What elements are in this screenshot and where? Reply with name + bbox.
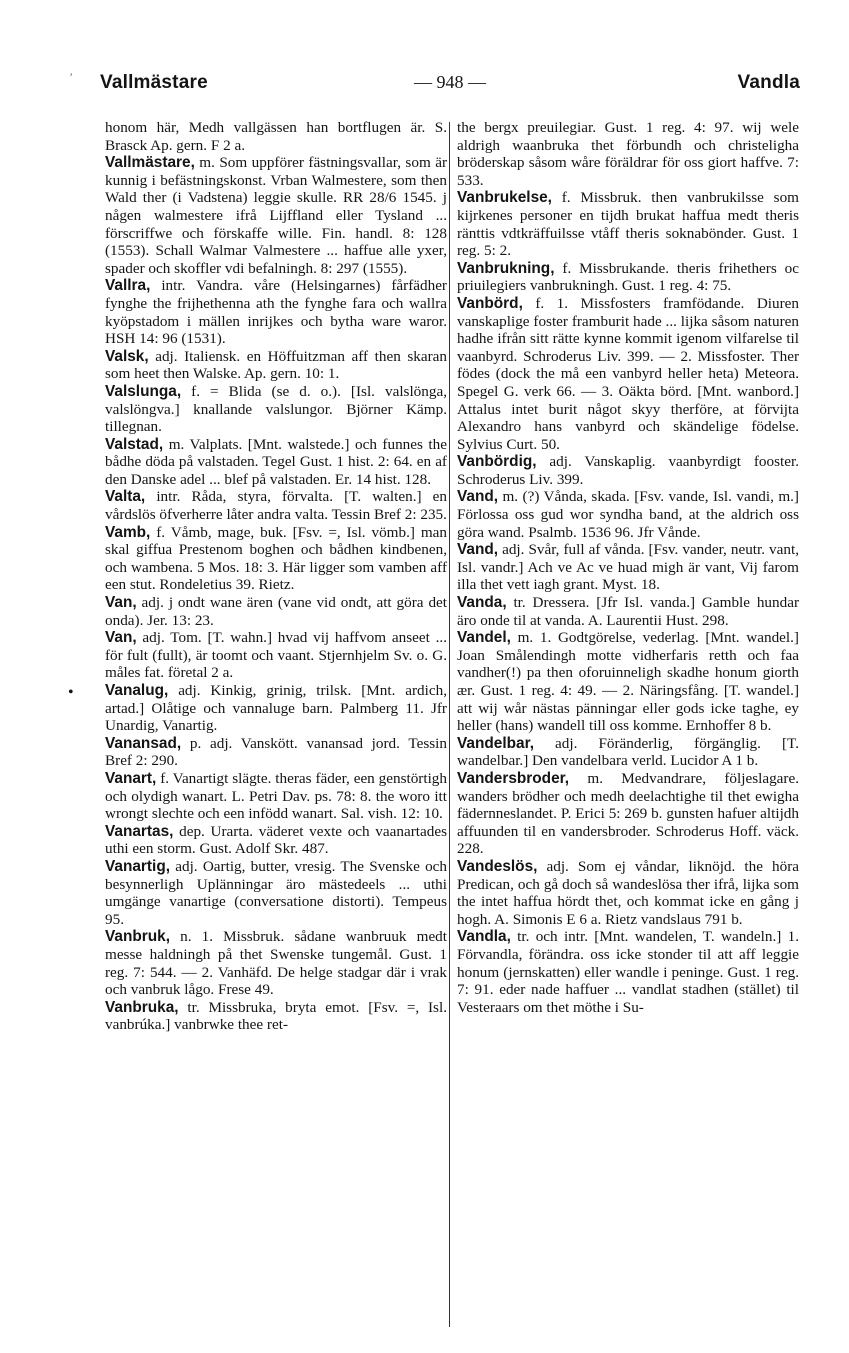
entry-body: f. = Blida (se d. o.). [Isl. valslönga, valslöngva.] knallande valslungor. Björner Kämp. tillegnan. bbox=[105, 382, 447, 436]
dictionary-entry bbox=[457, 594, 799, 629]
dictionary-entry bbox=[105, 154, 447, 277]
dictionary-entry bbox=[105, 999, 447, 1034]
entry-body: adj. j ondt wane ären (vane vid ondt, att göra det onda). Jer. 13: 23. bbox=[105, 594, 447, 629]
dictionary-entry bbox=[457, 189, 799, 259]
entry-headword: Vandla, bbox=[457, 928, 511, 946]
entry-body: f. Missbrukande. theris frihethers oc priuilegiers vanbrukningh. Gust. 1 reg. 4: 75. bbox=[457, 259, 799, 295]
running-head-right: Vandla bbox=[737, 72, 800, 93]
entry-headword: Vamb, bbox=[105, 523, 151, 541]
entry-headword: Van, bbox=[105, 629, 137, 647]
entry-headword: Vanbörd, bbox=[457, 294, 523, 312]
entry-body: tr. Missbruka, bryta emot. [Fsv. =, Isl. vanbrúka.] vanbrwke thee ret- bbox=[105, 998, 447, 1034]
entry-body: the bergx preuilegiar. Gust. 1 reg. 4: 97. wij wele aldrigh waanbruka thet förbundh och christeligha bröderskap såsom wåre föräldrar för oss giort haffve. 7: 533. bbox=[457, 119, 799, 189]
entry-headword: Vandersbroder, bbox=[457, 769, 570, 787]
entry-headword: Vallra, bbox=[105, 277, 151, 295]
entry-body: adj. Tom. [T. wahn.] hvad vij haffvom anseet ... för fult (fullt), är toomt och vaant. Stjernhjelm Sv. o. G. måles fat. företal 2 a. bbox=[105, 629, 447, 682]
entry-body: adj. Oartig, butter, vresig. The Svenske och besynnerligh Uplänningar äro mästedeels ... uthi umgänge vanartige (conversatione distorti). Tempeus 95. bbox=[105, 857, 447, 928]
entry-headword: Vanalug, bbox=[105, 682, 169, 699]
entry-headword: Vand, bbox=[457, 488, 499, 506]
dictionary-entry bbox=[105, 823, 447, 858]
entry-body: honom här, Medh vallgässen han bortflugen är. S. Brasck Ap. gern. F 2 a. bbox=[105, 119, 447, 154]
entry-headword: Vanbrukelse, bbox=[457, 189, 552, 207]
entry-body: m. Valplats. [Mnt. walstede.] och funnes the bådhe döda på valstaden. Tegel Gust. 1 hist. 2: 64. en af den Danske adel ... blef på valstaden. Er. 14 hist. 128. bbox=[105, 435, 447, 488]
entry-headword: Van, bbox=[105, 594, 137, 612]
dictionary-entry bbox=[105, 928, 447, 998]
dictionary-entry bbox=[457, 858, 799, 928]
entry-body: intr. Råda, styra, förvalta. [T. walten.] en vårdslös öfverherre låter andra valta. Tessin Bref 2: 235. bbox=[105, 488, 447, 524]
entry-headword: Vandeslös, bbox=[457, 857, 538, 875]
dictionary-entry bbox=[457, 488, 799, 541]
dictionary-entry bbox=[457, 928, 799, 1016]
dictionary-entry bbox=[105, 594, 447, 629]
entry-body: adj. Föränderlig, förgänglig. [T. wandelbar.] Den vandelbara verld. Lucidor A 1 b. bbox=[457, 734, 799, 770]
entry-headword: Valta, bbox=[105, 488, 146, 506]
dictionary-entry bbox=[105, 524, 447, 594]
margin-bullet: • bbox=[68, 684, 74, 701]
dictionary-entry bbox=[105, 348, 447, 383]
entry-body: adj. Som ej våndar, liknöjd. the höra Predican, och gå doch så wandeslösa ther ifrå, lijka som the intet haffua hördt thet, och kommat icke en gång j hogh. A. Simonis E 6 a. Rietz vandslaus 791 b. bbox=[457, 857, 799, 928]
dictionary-entry bbox=[457, 770, 799, 858]
entry-body: dep. Urarta. väderet vexte och vaanartades uthi een storm. Gust. Adolf Skr. 487. bbox=[105, 822, 447, 858]
entry-body: m. Som uppförer fästningsvallar, som är kunnig i befästningskonst. Vrban Walmestere, som then Wald ther (i Vadstena) leggie skulle. RR 28/6 1545. j någen walmestere ifrå Lijffland eller Tysland ... förscriffwe och förskaffe wille. Fin. handl. 8: 128 (1553). Schall Walmar Valmestere ... haffue alle yxer, spader och skoffler vdi befalningh. 8: 297 (1555). bbox=[105, 154, 447, 277]
dictionary-entry bbox=[457, 119, 799, 189]
entry-body: adj. Kinkig, grinig, trilsk. [Mnt. ardich, artad.] Olåtige och vannaluge barn. Palmberg 11. Jfr Unardig, Vanartig. bbox=[105, 682, 447, 735]
entry-body: tr. och intr. [Mnt. wandelen, T. wandeln.] 1. Förvandla, förändra. oss icke stonder til att aff leggie honum (jernskatten) eller wandle i peninge. Gust. 1 reg. 7: 91. eder nade haffuer ... vandlat stadhen (stället) til Vesteraars om thet möthe i Su- bbox=[457, 928, 799, 1016]
entry-body: m. 1. Godtgörelse, vederlag. [Mnt. wandel.] Joan Smålendingh motte vidherfaris retth och faa vandher(!) pa then oforuinneligh skadhe honum giorth ær. Gust. 1 reg. 4: 49. — 2. Näringsfång. [T. wandel.] att wij wår nästas pänningar eller gods icke taghe, ey heller (hans) wandell till oss komme. Ernhoffer 8 b. bbox=[457, 629, 799, 735]
dictionary-entry bbox=[105, 682, 447, 735]
entry-body: m. Medvandrare, följeslagare. wanders brödher och medh deelachtighe til thet ewigha fädernneslandet. P. Erici 5: 269 b. gunsten hafuer altijdh affuunden til en vandersbroder. Schroderus Hoff. väck. 228. bbox=[457, 769, 799, 858]
page-number: — 948 — bbox=[414, 72, 486, 92]
entry-headword: Vanartig, bbox=[105, 857, 171, 875]
dictionary-entry bbox=[105, 735, 447, 770]
entry-body: f. 1. Missfosters framfödande. Diuren vanskaplige foster framburit hade ... lijka såsom naturen hadhe ifrån sitt rätte kynne kommit igenom vilfarelse til vaanbyrd. Schroderus Liv. 399. — 2. Missfoster. Ther födes (dock the må een vanbyrd heller heta) Meteora. Spegel G. verk 66. — 3. Oäkta börd. [Mnt. wanbord.] Attalus intet burit något skyy therföre, at förvijta Alexandro hans vanbyrd och skändelige födelse. Sylvius Curt. 50. bbox=[457, 294, 799, 453]
entry-headword: Vanartas, bbox=[105, 822, 174, 840]
margin-tick: ′ bbox=[70, 70, 73, 84]
entry-body: adj. Svår, full af vånda. [Fsv. vander, neutr. vant, Isl. vandr.] Ach ve Ac ve huad migh är vant, Vij farom illa thet vett iagh grant. Myst. 18. bbox=[457, 541, 799, 594]
entry-headword: Vand, bbox=[457, 541, 499, 559]
entry-body: tr. Dressera. [Jfr Isl. vanda.] Gamble hundar äro onde til at vanda. A. Laurentii Hust. 298. bbox=[457, 594, 799, 629]
entry-headword: Vanbördig, bbox=[457, 453, 537, 471]
entry-body: f. Missbruk. then vanbrukilsse som kijrkenes personer en tijdh brukat haffua medt theris ränttis vdtkräffuilsse vtåff theris soknabönder. Gust. 1 reg. 5: 2. bbox=[457, 189, 799, 260]
dictionary-entry bbox=[105, 436, 447, 489]
entry-body: adj. Vanskaplig. vaanbyrdigt fooster. Schroderus Liv. 399. bbox=[457, 453, 799, 488]
entry-body: f. Vanartigt slägte. theras fäder, een genstörtigh och olydigh wanart. L. Petri Dav. ps. 78: 8. the woro itt wrongt slechte och een infödd wanart. Sal. vish. 12: 10. bbox=[105, 769, 447, 823]
dictionary-entry bbox=[457, 735, 799, 770]
entry-headword: Vanansad, bbox=[105, 734, 182, 752]
entry-headword: Vallmästare, bbox=[105, 154, 195, 172]
dictionary-entry bbox=[105, 629, 447, 682]
entry-headword: Vanda, bbox=[457, 594, 507, 612]
entry-headword: Vandel, bbox=[457, 629, 511, 647]
entry-body: p. adj. Vanskött. vanansad jord. Tessin Bref 2: 290. bbox=[105, 734, 447, 770]
left-column bbox=[105, 119, 447, 1034]
entry-body: intr. Vandra. våre (Helsingarnes) fårfädher fynghe the frijhethenna ath the fynghe fara och wallra kyöpstadom i mällen inrijkes och bytha ware waror. HSH 14: 96 (1531). bbox=[105, 277, 447, 348]
entry-headword: Vanbruka, bbox=[105, 998, 179, 1016]
dictionary-entry bbox=[457, 295, 799, 453]
dictionary-entry bbox=[457, 453, 799, 488]
page-header bbox=[100, 72, 800, 100]
right-column bbox=[457, 119, 799, 1016]
entry-body: adj. Italiensk. en Höffuitzman aff then skaran som heet then Walske. Ap. gern. 10: 1. bbox=[105, 347, 447, 383]
entry-body: m. (?) Vånda, skada. [Fsv. vande, Isl. vandi, m.] Förlossa oss gud wor syndha band, at the aldrich oss göra wand. Psalmb. 1536 96. Jfr Vånde. bbox=[457, 488, 799, 541]
dictionary-entry bbox=[105, 277, 447, 347]
column-divider bbox=[449, 122, 450, 1327]
dictionary-entry bbox=[105, 383, 447, 436]
entry-headword: Valstad, bbox=[105, 435, 164, 453]
dictionary-entry bbox=[457, 541, 799, 594]
dictionary-entry bbox=[457, 629, 799, 735]
dictionary-entry bbox=[105, 858, 447, 928]
dictionary-entry bbox=[105, 119, 447, 154]
entry-headword: Vanbrukning, bbox=[457, 259, 555, 277]
running-head-left: Vallmästare bbox=[100, 72, 208, 93]
dictionary-entry bbox=[105, 770, 447, 823]
entry-headword: Valsk, bbox=[105, 347, 149, 365]
dictionary-entry bbox=[457, 260, 799, 295]
entry-body: n. 1. Missbruk. sådane wanbruuk medt messe haldningh på thet Swenske tungemål. Gust. 1 reg. 7: 544. — 2. Vanhäfd. De helge stadgar där i vrak och vanbruk lågo. Frese 49. bbox=[105, 928, 447, 999]
entry-headword: Vanbruk, bbox=[105, 928, 171, 946]
entry-headword: Vandelbar, bbox=[457, 734, 534, 752]
entry-body: f. Våmb, mage, buk. [Fsv. =, Isl. vömb.] man skal giffua Prestenom boghen och bådhen kindbenen, och wambena. 5 Mos. 18: 3. Här ligger som vamben aff een stut. Rondeletius 39. Rietz. bbox=[105, 523, 447, 594]
entry-headword: Valslunga, bbox=[105, 382, 182, 400]
entry-headword: Vanart, bbox=[105, 769, 157, 787]
dictionary-entry bbox=[105, 488, 447, 523]
